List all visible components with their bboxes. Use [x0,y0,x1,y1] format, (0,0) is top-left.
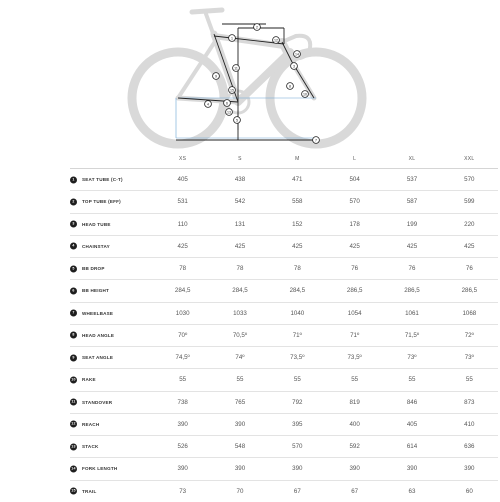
measurement-label: HEAD TUBE [82,221,111,227]
value-cell: 73º [383,347,440,369]
value-cell: 548 [211,436,268,458]
value-cell: 819 [326,391,383,413]
measurement-label: CHAINSTAY [82,243,110,249]
measurement-label-cell [70,169,154,191]
measurement-label-cell [70,458,154,480]
size-header: L [326,150,383,169]
value-cell: 74,5º [154,347,211,369]
value-cell: 526 [154,436,211,458]
value-cell: 73 [179,487,187,495]
value-cell: 74º [211,347,268,369]
bike-geometry-diagram [0,0,500,150]
table-row [70,347,498,369]
measurement-label: TOP TUBE (EFF) [82,199,121,205]
value-cell: 425 [326,235,383,257]
value-cell: 537 [383,169,440,191]
row-number-badge: 6 [70,287,77,294]
row-number-badge: 7 [70,310,77,317]
value-cell: 71º [326,324,383,346]
value-cell: 1030 [154,302,211,324]
value-cell: 76 [441,258,498,280]
value-cell: 390 [154,458,211,480]
size-header-row [70,150,498,169]
value-cell: 70º [154,324,211,346]
value-cell: 55 [326,369,383,391]
measure-marker-label: 2 [256,25,258,30]
measurement-label: STACK [82,444,99,450]
value-cell: 55 [269,369,326,391]
value-cell: 395 [269,413,326,435]
row-number-badge: 3 [70,221,77,228]
value-cell: 390 [326,458,383,480]
value-cell: 1040 [269,302,326,324]
value-cell: 390 [383,458,440,480]
value-cell: 220 [441,213,498,235]
size-header: XS [154,150,211,169]
value-cell: 67 [351,487,359,495]
value-cell: 873 [441,391,498,413]
size-header: S [211,150,268,169]
table-row [70,169,498,191]
value-cell: 286,5 [441,280,498,302]
value-cell: 55 [154,369,211,391]
measurement-label: HEAD ANGLE [82,332,115,338]
value-cell: 63 [408,487,416,495]
value-cell: 131 [211,213,268,235]
value-cell: 73,5º [269,347,326,369]
value-cell: 1033 [211,302,268,324]
measurement-label-cell [70,213,154,235]
value-cell: 76 [383,258,440,280]
value-cell: 471 [269,169,326,191]
table-row [70,369,498,391]
measure-marker-label: 3 [293,64,295,69]
value-cell: 425 [383,235,440,257]
measurement-label: RAKE [82,377,96,383]
measure-marker-label: 9 [215,74,217,79]
row-number-badge: 13 [71,444,76,449]
value-cell: 425 [211,235,268,257]
value-cell: 178 [326,213,383,235]
value-cell: 438 [211,169,268,191]
measure-marker-label: 4 [207,102,209,107]
value-cell: 70 [236,487,244,495]
measurement-label: BB DROP [82,266,105,272]
measurement-label-cell [70,302,154,324]
value-cell: 542 [211,191,268,213]
size-header-spacer [70,150,154,169]
value-cell: 599 [441,191,498,213]
value-cell: 55 [441,369,498,391]
measurement-label-cell [70,235,154,257]
measurement-label-cell [70,191,154,213]
value-cell: 390 [269,458,326,480]
value-cell: 504 [326,169,383,191]
measurement-label: BB HEIGHT [82,288,110,294]
measurement-label-cell [70,280,154,302]
value-cell: 390 [211,413,268,435]
measurement-label-cell [70,480,154,502]
measurement-label-cell [70,391,154,413]
measurement-label: WHEELBASE [82,310,114,316]
value-cell: 425 [269,235,326,257]
value-cell: 71,5º [383,324,440,346]
value-cell: 152 [269,213,326,235]
measurement-label-cell [70,369,154,391]
size-header: XXL [441,150,498,169]
measure-marker-label: 8 [289,84,291,89]
table-row [70,391,498,413]
measure-marker-label: 5 [236,118,238,123]
value-cell: 284,5 [211,280,268,302]
row-number-badge: 14 [71,466,76,471]
measure-marker-label: 11 [234,66,238,71]
row-number-badge: 10 [71,377,76,382]
measurement-label-cell [70,413,154,435]
table-row [70,235,498,257]
value-cell: 78 [154,258,211,280]
value-cell: 199 [383,213,440,235]
value-cell: 425 [154,235,211,257]
measure-marker-label: 6 [226,101,228,106]
value-cell: 1068 [441,302,498,324]
value-cell: 286,5 [326,280,383,302]
measurement-label: SEAT ANGLE [82,355,114,361]
measure-marker-label: 7 [315,138,317,143]
value-cell: 405 [154,169,211,191]
table-row [70,280,498,302]
value-cell: 73,5º [326,347,383,369]
size-header: M [269,150,326,169]
table-row [70,480,498,502]
row-number-badge: 8 [70,332,77,339]
row-number-badge: 2 [70,198,77,205]
value-cell: 570 [326,191,383,213]
value-cell: 76 [326,258,383,280]
row-number-badge: 9 [70,354,77,361]
table-row [70,191,498,213]
value-cell: 531 [154,191,211,213]
table-row [70,213,498,235]
measure-marker-label: 12 [274,38,278,43]
row-number-badge: 1 [70,176,77,183]
measurement-label: FORK LENGTH [82,466,118,472]
value-cell: 425 [441,235,498,257]
geometry-table [70,150,498,502]
geometry-table-body [70,169,498,502]
measure-marker-label: 10 [303,92,307,97]
value-cell: 284,5 [154,280,211,302]
table-row [70,458,498,480]
value-cell: 614 [383,436,440,458]
value-cell: 636 [441,436,498,458]
value-cell: 60 [465,487,473,495]
value-cell: 284,5 [269,280,326,302]
value-cell: 78 [211,258,268,280]
table-row [70,436,498,458]
guide-lines [176,98,316,138]
value-cell: 78 [269,258,326,280]
row-number-badge: 15 [71,488,76,493]
bike-silhouette [132,10,362,144]
table-row [70,302,498,324]
value-cell: 390 [154,413,211,435]
value-cell: 846 [383,391,440,413]
value-cell: 286,5 [383,280,440,302]
measure-marker-label: 13 [227,110,231,115]
value-cell: 55 [211,369,268,391]
row-number-badge: 12 [71,421,76,426]
value-cell: 738 [154,391,211,413]
measure-marker-label: 15 [230,88,234,93]
seatpost [206,14,214,36]
value-cell: 390 [441,458,498,480]
value-cell: 570 [269,436,326,458]
measurement-label-cell [70,436,154,458]
row-number-badge: 4 [70,243,77,250]
measurement-label-cell [70,258,154,280]
value-cell: 55 [383,369,440,391]
value-cell: 587 [383,191,440,213]
value-cell: 570 [441,169,498,191]
value-cell: 558 [269,191,326,213]
value-cell: 592 [326,436,383,458]
value-cell: 70,5º [211,324,268,346]
value-cell: 405 [383,413,440,435]
value-cell: 71º [269,324,326,346]
measure-marker-label: 14 [295,52,299,57]
table-row [70,413,498,435]
measurement-label: REACH [82,421,100,427]
measurement-label-cell [70,324,154,346]
measurement-label-cell [70,347,154,369]
value-cell: 390 [211,458,268,480]
row-number-badge: 11 [71,399,76,404]
value-cell: 1061 [383,302,440,324]
size-header: XL [383,150,440,169]
table-row [70,324,498,346]
measurement-label: SEAT TUBE (C-T) [82,177,123,183]
measurement-label: TRAIL [82,488,97,494]
table-row [70,258,498,280]
row-number-badge: 5 [70,265,77,272]
value-cell: 410 [441,413,498,435]
saddle [192,10,222,12]
value-cell: 765 [211,391,268,413]
value-cell: 400 [326,413,383,435]
value-cell: 110 [154,213,211,235]
value-cell: 1054 [326,302,383,324]
measurement-label: STANDOVER [82,399,113,405]
value-cell: 72º [441,324,498,346]
value-cell: 73º [441,347,498,369]
value-cell: 792 [269,391,326,413]
measure-marker-label: 1 [231,36,233,41]
value-cell: 67 [293,487,301,495]
